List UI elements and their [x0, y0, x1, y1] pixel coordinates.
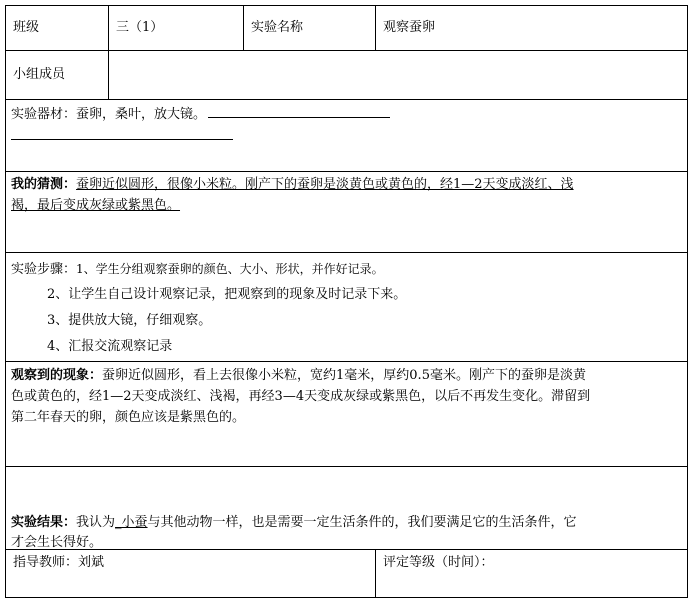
step-4: 4、汇报交流观察记录	[47, 339, 173, 354]
grade-label: 评定等级（时间）：	[383, 555, 494, 570]
conclusion-line1	[11, 515, 577, 531]
step-1: 1、学生分组观察蚕卵的颜色、大小、形状，并作好记录。	[76, 262, 384, 276]
observation-label: 观察到的现象：	[11, 368, 103, 383]
conclusion-post: 与其他动物一样，也是需要一定生活条件的，我们要满足它的生活条件，它	[147, 515, 577, 530]
table-border	[243, 5, 244, 50]
guess-line1	[11, 177, 574, 193]
observation-line1	[11, 368, 586, 384]
conclusion-blank-value: 小蚕	[121, 515, 148, 530]
class-label: 班级	[13, 20, 40, 35]
materials-line	[11, 105, 390, 123]
table-border	[5, 99, 688, 100]
group-members-label: 小组成员	[13, 67, 66, 82]
table-border	[687, 5, 688, 598]
materials-blank-line2	[11, 127, 233, 140]
table-border	[5, 171, 688, 172]
table-border	[5, 549, 688, 550]
table-border	[108, 5, 109, 99]
observation-text-line2: 色或黄色的，经1—2天变成淡红、浅褐，再经3—4天变成灰绿或紫黑色，以后不再发生变化。滞留到	[11, 389, 591, 404]
step-3: 3、提供放大镜，仔细观察。	[47, 313, 212, 328]
experiment-name-value: 观察蚕卵	[383, 20, 436, 35]
guess-text-line2: 褐，最后变成灰绿或紫黑色。	[11, 198, 181, 213]
table-border	[5, 361, 688, 362]
teacher-label: 指导教师：	[13, 555, 79, 570]
guess-label: 我的猜测：	[11, 177, 77, 192]
table-border	[5, 5, 6, 598]
teacher-line	[13, 555, 104, 571]
teacher-value: 刘斌	[78, 555, 105, 570]
steps-label: 实验步骤：	[11, 262, 77, 277]
observation-text-line1: 蚕卵近似圆形，看上去很像小米粒，宽约1毫米，厚约0.5毫米。刚产下的蚕卵是淡黄	[102, 368, 586, 383]
materials-value: 蚕卵，桑叶，放大镜。	[76, 107, 207, 122]
step-2: 2、让学生自己设计观察记录，把观察到的现象及时记录下来。	[47, 287, 407, 302]
conclusion-pre: 我认为	[76, 515, 116, 530]
experiment-name-label: 实验名称	[251, 20, 304, 35]
conclusion-text-line2: 才会生长得好。	[11, 535, 103, 550]
conclusion-label: 实验结果：	[11, 515, 77, 530]
materials-blank	[208, 105, 390, 118]
table-border	[5, 252, 688, 253]
guess-text-line1: 蚕卵近似圆形，很像小米粒。刚产下的蚕卵是淡黄色或黄色的，经1—2天变成淡红、浅	[76, 177, 574, 192]
class-value: 三（1）	[116, 20, 164, 35]
conclusion-blank: _小蚕	[115, 515, 148, 530]
materials-label: 实验器材：	[11, 107, 77, 122]
experiment-record-form	[5, 5, 688, 598]
table-border	[5, 466, 688, 467]
table-border	[375, 549, 376, 598]
table-border	[375, 5, 376, 50]
table-border	[5, 597, 688, 598]
steps-line1	[11, 261, 384, 278]
observation-text-line3: 第二年春天的卵，颜色应该是紫黑色的。	[11, 410, 246, 425]
